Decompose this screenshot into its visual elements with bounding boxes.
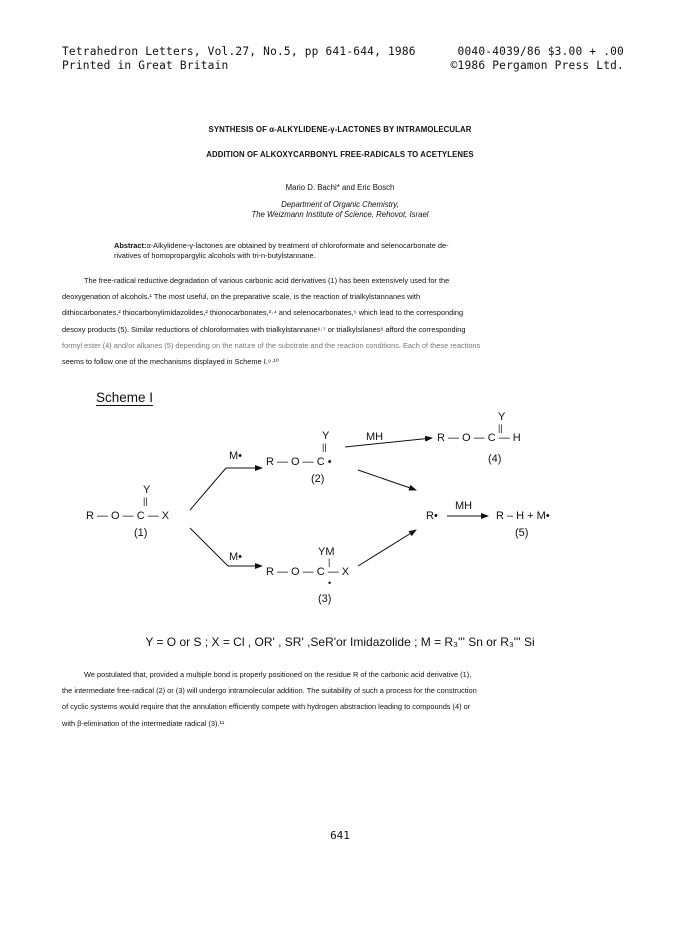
compound3-single-bond: |: [328, 557, 331, 567]
branch-line-down: [190, 528, 228, 566]
compound2-label: (2): [311, 473, 325, 485]
compound4-formula: R — O — C — H: [437, 432, 521, 444]
radical-r: R•: [426, 510, 438, 522]
abstract-line1: α-Alkylidene-γ-lactones are obtained by treatment of chloroformate and selenocarbonate de-: [146, 241, 449, 250]
compound2-formula: R — O — C •: [266, 456, 332, 468]
compound5-label: (5): [515, 527, 529, 539]
compound1-label: (1): [134, 527, 148, 539]
compound3-ym: YM: [318, 546, 335, 558]
discussion-line: of cyclic systems would require that the annulation efficiently compete with hydrogen abstraction leading to compounds (4) or: [62, 702, 471, 712]
compound4-double-bond: ||: [498, 423, 503, 433]
branch-line-up: [190, 468, 226, 510]
discussion-line: the intermediate free-radical (2) or (3) will undergo intramolecular addition. The suitability of such a process for the construction: [62, 686, 477, 696]
arrow-2-to-4: [345, 438, 432, 447]
scheme-title: Scheme I: [96, 390, 154, 405]
affiliation-line1: Department of Organic Chemistry,: [281, 200, 399, 209]
arrow-2-to-radical: [358, 470, 416, 490]
compound2-double-bond: ||: [322, 442, 327, 452]
abstract-line2: rivatives of homopropargylic alcohols with tri-n-butylstannane.: [114, 251, 316, 260]
copyright: ©1986 Pergamon Press Ltd.: [450, 59, 624, 72]
discussion-line: with β-elimination of the intermediate radical (3).¹¹: [62, 718, 225, 728]
discussion-paragraph: [62, 667, 624, 732]
compound3-label: (3): [318, 593, 332, 605]
reagent-m-lower: M•: [229, 551, 243, 563]
intro-line: desoxy products (5). Similar reductions of chloroformates with trialkylstannane⁶·⁷ or trialkylsilanes⁸ afford the corresponding: [62, 324, 466, 334]
issn-price: 0040-4039/86 $3.00 + .00: [457, 45, 624, 58]
intro-line: seems to follow one of the mechanisms displayed in Scheme I.⁹·¹⁰: [62, 357, 279, 367]
compound4-y: Y: [498, 411, 506, 423]
compound1-double-bond: ||: [143, 496, 148, 506]
compound4-label: (4): [488, 453, 502, 465]
intro-line: deoxygenation of alcohols.¹ The most useful, on the preparative scale, is the reaction of trialkylstannanes with: [62, 292, 421, 302]
compound3-formula: R — O — C — X: [266, 566, 350, 578]
intro-line: dithiocarbonates,² thiocarbonylimidazolides,² thionocarbonates,³·⁴ and selenocarbonates,⁵ which lead to the corresponding: [62, 308, 464, 318]
paper-title-line2: ADDITION OF ALKOXYCARBONYL FREE-RADICALS TO ACETYLENES: [206, 150, 474, 159]
reagent-mh-mid: MH: [455, 500, 473, 512]
compound5-formula: R – H + M•: [496, 510, 550, 522]
paper-title-line1: SYNTHESIS OF α-ALKYLIDENE-γ-LACTONES BY INTRAMOLECULAR: [208, 125, 472, 134]
page-number: 641: [330, 829, 350, 842]
compound3-dot: •: [328, 578, 332, 588]
journal-citation: Tetrahedron Letters, Vol.27, No.5, pp 641-644, 1986: [62, 45, 416, 58]
discussion-line: We postulated that, provided a multiple bond is properly positioned on the residue R of the carbonic acid derivative (1),: [84, 670, 472, 679]
compound2-y: Y: [322, 430, 330, 442]
intro-line: formyl ester (4) and/or alkanes (5) depending on the nature of the substrate and the reaction conditions. Each of these reactions: [62, 340, 481, 350]
reagent-m-upper: M•: [229, 450, 243, 462]
compound1-y: Y: [143, 484, 151, 496]
abstract-label: Abstract:: [114, 241, 147, 250]
arrow-3-to-radical: [358, 530, 416, 566]
authors: Mario D. Bachi* and Eric Bosch: [285, 183, 395, 192]
reagent-mh-top: MH: [366, 431, 384, 443]
scheme-legend: Y = O or S ; X = Cl , OR' , SR' ,SeR'or Imidazolide ; M = R₃''' Sn or R₃''' Si: [145, 635, 535, 649]
compound1-formula: R — O — C — X: [86, 510, 170, 522]
printed-location: Printed in Great Britain: [62, 59, 229, 72]
intro-line: The free-radical reductive degradation of various carbonic acid derivatives (1) has been extensively used for the: [84, 276, 450, 285]
affiliation-line2: The Weizmann Institute of Science, Rehovot, Israel: [251, 210, 429, 219]
